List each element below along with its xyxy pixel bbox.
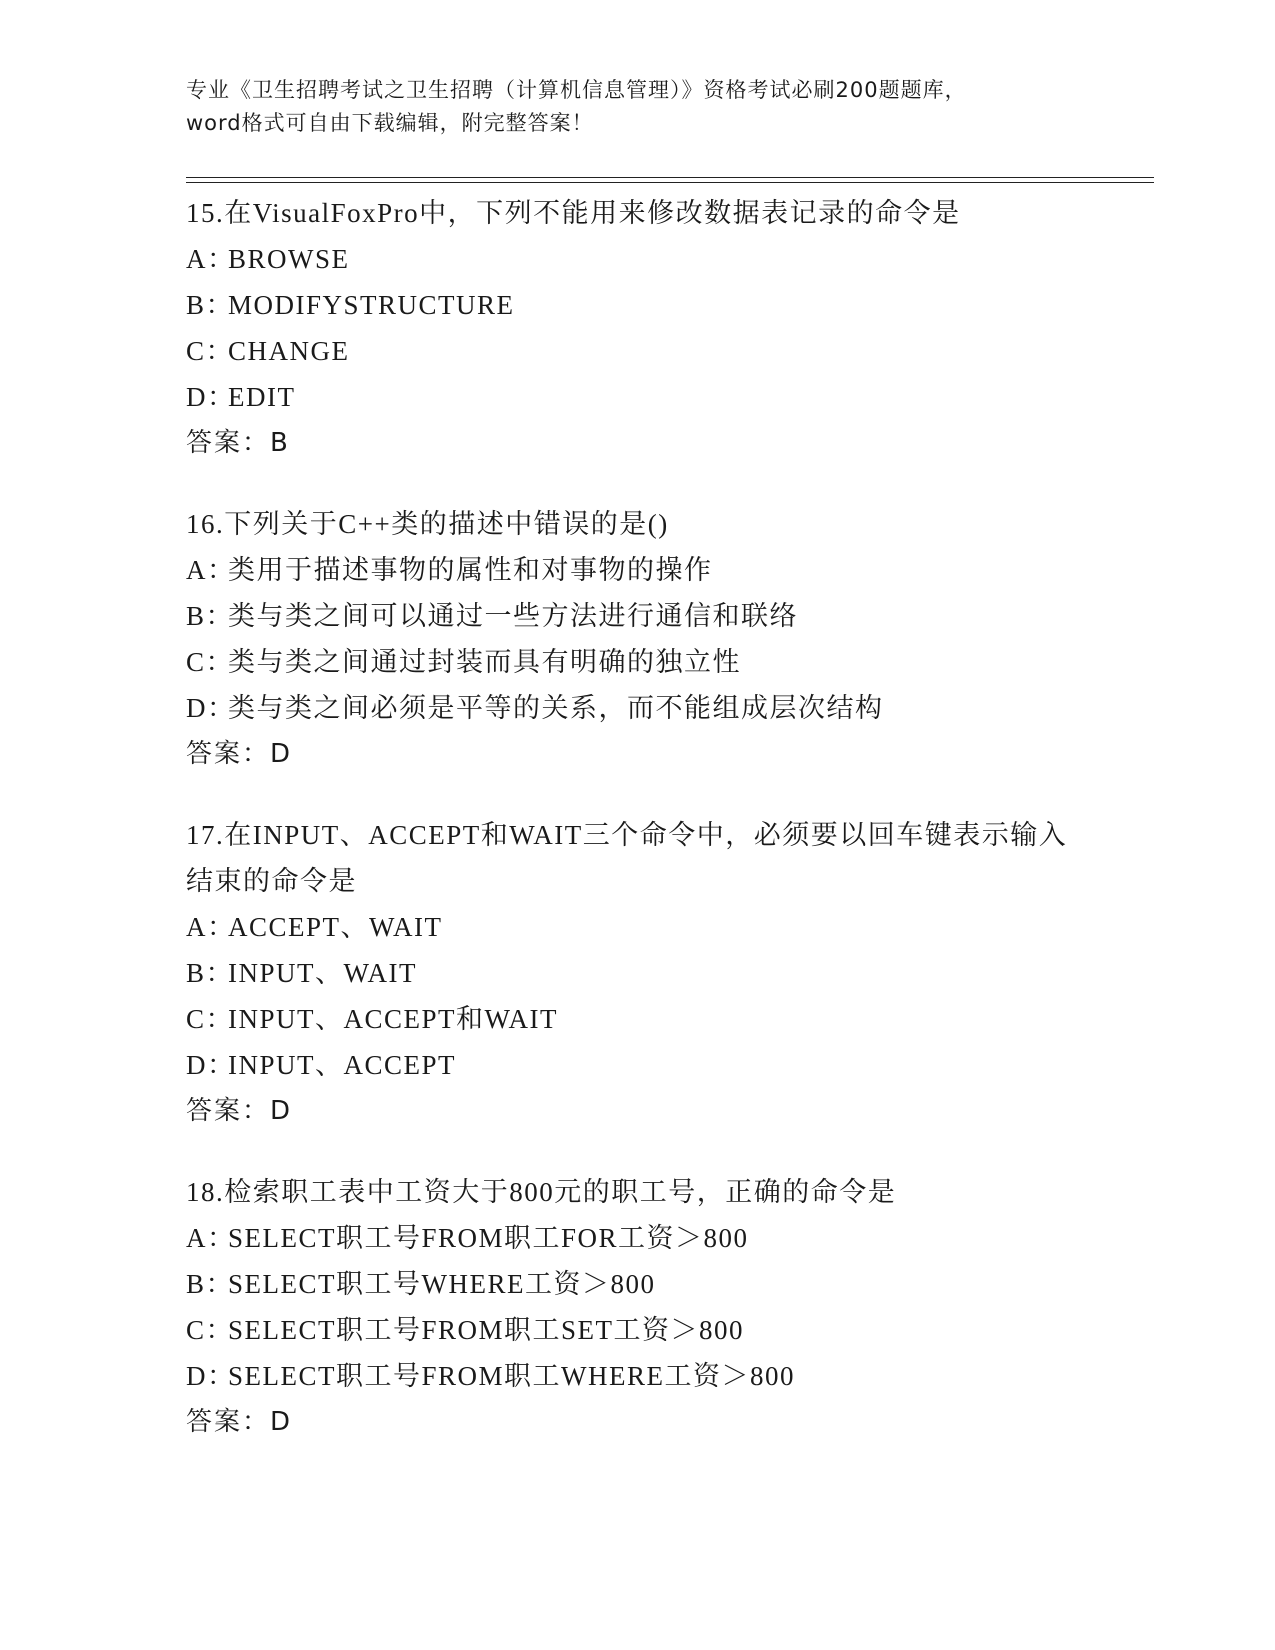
question-list <box>186 190 1146 1480</box>
question-stem-line: 16.下列关于C++类的描述中错误的是() <box>186 509 669 539</box>
option-d <box>186 1042 1146 1088</box>
option-a <box>186 547 1146 593</box>
option-text: SELECT职工号FROM职工WHERE工资＞800 <box>228 1361 796 1391</box>
document-header <box>186 74 1086 140</box>
option-key: D： <box>186 1361 236 1391</box>
question-stem-line: 18.检索职工表中工资大于800元的职工号，正确的命令是 <box>186 1177 897 1207</box>
question-15 <box>186 190 1146 466</box>
header-title-line-1: 专业《卫生招聘考试之卫生招聘（计算机信息管理）》资格考试必刷200题题库， <box>186 78 967 102</box>
option-c <box>186 639 1146 685</box>
option-key: A： <box>186 244 236 274</box>
option-text: CHANGE <box>228 336 350 366</box>
question-17 <box>186 812 1146 1134</box>
option-b <box>186 593 1146 639</box>
question-stem-line: 17.在INPUT、ACCEPT和WAIT三个命令中，必须要以回车键表示输入 <box>186 820 1068 850</box>
option-text: INPUT、WAIT <box>228 958 417 988</box>
option-key: C： <box>186 336 235 366</box>
header-divider-top <box>186 177 1154 178</box>
answer-line <box>186 1088 1146 1134</box>
option-key: C： <box>186 647 235 677</box>
question-16 <box>186 501 1146 777</box>
answer-line <box>186 420 1146 466</box>
answer-value: D <box>270 1407 291 1437</box>
answer-line <box>186 731 1146 777</box>
option-text: BROWSE <box>228 244 350 274</box>
option-key: B： <box>186 290 235 320</box>
question-stem <box>186 812 1146 904</box>
option-text: SELECT职工号FROM职工SET工资＞800 <box>228 1315 745 1345</box>
option-b <box>186 1261 1146 1307</box>
option-key: D： <box>186 1050 236 1080</box>
option-text: SELECT职工号WHERE工资＞800 <box>228 1269 656 1299</box>
answer-value: D <box>270 739 291 769</box>
answer-label: 答案： <box>186 739 271 769</box>
answer-label: 答案： <box>186 1096 271 1126</box>
option-key: D： <box>186 382 236 412</box>
option-text: INPUT、ACCEPT <box>228 1050 457 1080</box>
option-c <box>186 328 1146 374</box>
option-key: C： <box>186 1004 235 1034</box>
option-a <box>186 904 1146 950</box>
header-divider-bottom <box>186 182 1154 183</box>
option-text: EDIT <box>228 382 296 412</box>
question-18 <box>186 1169 1146 1445</box>
option-text: INPUT、ACCEPT和WAIT <box>228 1004 558 1034</box>
option-key: D： <box>186 693 236 723</box>
option-c <box>186 1307 1146 1353</box>
answer-value: D <box>270 1096 291 1126</box>
option-d <box>186 374 1146 420</box>
option-a <box>186 236 1146 282</box>
answer-value: B <box>270 428 288 458</box>
question-stem <box>186 1169 1146 1215</box>
answer-line <box>186 1399 1146 1445</box>
header-title-line-2: word格式可自由下载编辑，附完整答案！ <box>186 111 594 135</box>
option-key: B： <box>186 601 235 631</box>
option-d <box>186 685 1146 731</box>
option-c <box>186 996 1146 1042</box>
option-key: A： <box>186 1223 236 1253</box>
option-text: MODIFYSTRUCTURE <box>228 290 515 320</box>
question-stem <box>186 190 1146 236</box>
option-key: B： <box>186 958 235 988</box>
option-key: C： <box>186 1315 235 1345</box>
option-d <box>186 1353 1146 1399</box>
option-b <box>186 950 1146 996</box>
question-stem <box>186 501 1146 547</box>
option-text: SELECT职工号FROM职工FOR工资＞800 <box>228 1223 749 1253</box>
question-stem-line: 15.在VisualFoxPro中，下列不能用来修改数据表记录的命令是 <box>186 198 961 228</box>
question-stem-line: 结束的命令是 <box>186 866 357 896</box>
option-text: 类与类之间可以通过一些方法进行通信和联络 <box>228 601 798 631</box>
option-text: 类用于描述事物的属性和对事物的操作 <box>228 555 713 585</box>
option-text: 类与类之间必须是平等的关系，而不能组成层次结构 <box>228 693 884 723</box>
option-key: B： <box>186 1269 235 1299</box>
option-key: A： <box>186 555 236 585</box>
option-text: 类与类之间通过封装而具有明确的独立性 <box>228 647 741 677</box>
answer-label: 答案： <box>186 1407 271 1437</box>
option-text: ACCEPT、WAIT <box>228 912 443 942</box>
option-b <box>186 282 1146 328</box>
option-a <box>186 1215 1146 1261</box>
answer-label: 答案： <box>186 428 271 458</box>
option-key: A： <box>186 912 236 942</box>
